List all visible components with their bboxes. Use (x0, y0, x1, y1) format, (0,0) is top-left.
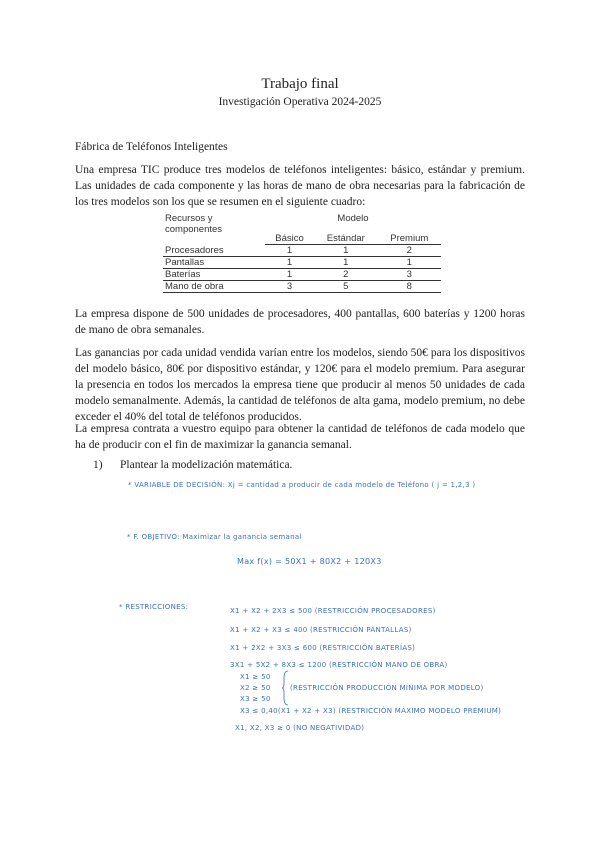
page-subtitle: Investigación Operativa 2024-2025 (218, 96, 382, 108)
handwritten-constraint-min-x1: X1 ≥ 50 (240, 673, 271, 681)
cell-premium: 8 (378, 281, 441, 293)
components-table (163, 213, 441, 293)
row-label: Pantallas (163, 257, 265, 269)
handwritten-constraint-min-x2: X2 ≥ 50 (240, 684, 271, 692)
cell-premium: 1 (378, 257, 441, 269)
row-label: Procesadores (163, 245, 265, 257)
handwritten-constraints-label: * RESTRICCIONES: (119, 603, 189, 611)
problem-paragraph-2: La empresa dispone de 500 unidades de procesadores, 400 pantallas, 600 baterías y 1200 horas de mano de obra semanales. (75, 308, 525, 336)
table-header-premium: Premium (378, 227, 441, 245)
handwritten-constraint-min-x3: X3 ≥ 50 (240, 695, 271, 703)
problem-paragraph-3: Las ganancias por cada unidad vendida varían entre los modelos, siendo 50€ para los dispositivos del modelo básico, 80€ por dispositivo estándar, y 120€ para el modelo premium. Para asegurar la presencia en todos los mercados la empresa tiene que producir al menos 50 unidades de cada modelo semanalmente. Además, la cantidad de teléfonos de alta gama, modelo premium, no debe exceder el 40% del total de teléfonos producidos. (75, 347, 525, 423)
handwritten-decision-variable: * VARIABLE DE DECISIÓN: Xj = cantidad a producir de cada modelo de Teléfono ( j = 1,2,3 ) (128, 481, 476, 489)
cell-basic: 3 (265, 281, 314, 293)
problem-paragraph-1: Una empresa TIC produce tres modelos de teléfonos inteligentes: básico, estándar y premium. Las unidades de cada componente y las horas de mano de obra necesarias para la fabricación de los tres modelos son los que se resumen en el siguiente cuadro: (75, 164, 525, 208)
handwritten-non-negativity: X1, X2, X3 ≥ 0 (NO NEGATIVIDAD) (235, 724, 365, 732)
question-text: Plantear la modelización matemática. (120, 459, 293, 471)
cell-premium: 2 (378, 245, 441, 257)
handwritten-constraint-premium-max: X3 ≤ 0,40(X1 + X2 + X3) (RESTRICCIÓN MÁXIMO MODELO PREMIUM) (240, 707, 502, 715)
row-label: Mano de obra (163, 281, 265, 293)
curly-brace-icon (282, 670, 290, 706)
section-heading: Fábrica de Teléfonos Inteligentes (75, 141, 228, 153)
problem-paragraph-4: La empresa contrata a vuestro equipo para obtener la cantidad de teléfonos de cada modelo que ha de producir con el fin de maximizar la ganancia semanal. (75, 423, 525, 451)
table-row (163, 281, 441, 293)
table-row (163, 245, 441, 257)
cell-basic: 1 (265, 257, 314, 269)
cell-standard: 1 (314, 257, 377, 269)
table-row (163, 269, 441, 281)
handwritten-objective-label: * F. OBJETIVO: Maximizar la ganancia semanal (127, 533, 302, 541)
page-title: Trabajo final (261, 76, 339, 92)
handwritten-objective-function: Max f(x) = 50X1 + 80X2 + 120X3 (237, 557, 382, 566)
cell-premium: 3 (378, 269, 441, 281)
table-header-model: Modelo (337, 213, 369, 224)
question-number: 1) (93, 459, 103, 471)
table-header-basic: Básico (265, 227, 314, 245)
handwritten-constraint-screens: X1 + X2 + X3 ≤ 400 (RESTRICCIÓN PANTALLAS) (230, 626, 412, 634)
handwritten-constraint-labor: 3X1 + 5X2 + 8X3 ≤ 1200 (RESTRICCIÓN MANO DE OBRA) (230, 661, 448, 669)
cell-standard: 5 (314, 281, 377, 293)
handwritten-min-production-note: (RESTRICCIÓN PRODUCCIÓN MÍNIMA POR MODELO) (290, 684, 484, 692)
table-row (163, 257, 441, 269)
table-header-standard: Estándar (314, 227, 377, 245)
table-header-resources: Recursos y componentes (165, 213, 223, 235)
handwritten-constraint-batteries: X1 + 2X2 + 3X3 ≤ 600 (RESTRICCIÓN BATERÍAS) (230, 644, 416, 652)
handwritten-constraint-processors: X1 + X2 + 2X3 ≤ 500 (RESTRICCIÓN PROCESADORES) (230, 607, 436, 615)
cell-standard: 2 (314, 269, 377, 281)
row-label: Baterías (163, 269, 265, 281)
cell-standard: 1 (314, 245, 377, 257)
cell-basic: 1 (265, 245, 314, 257)
cell-basic: 1 (265, 269, 314, 281)
